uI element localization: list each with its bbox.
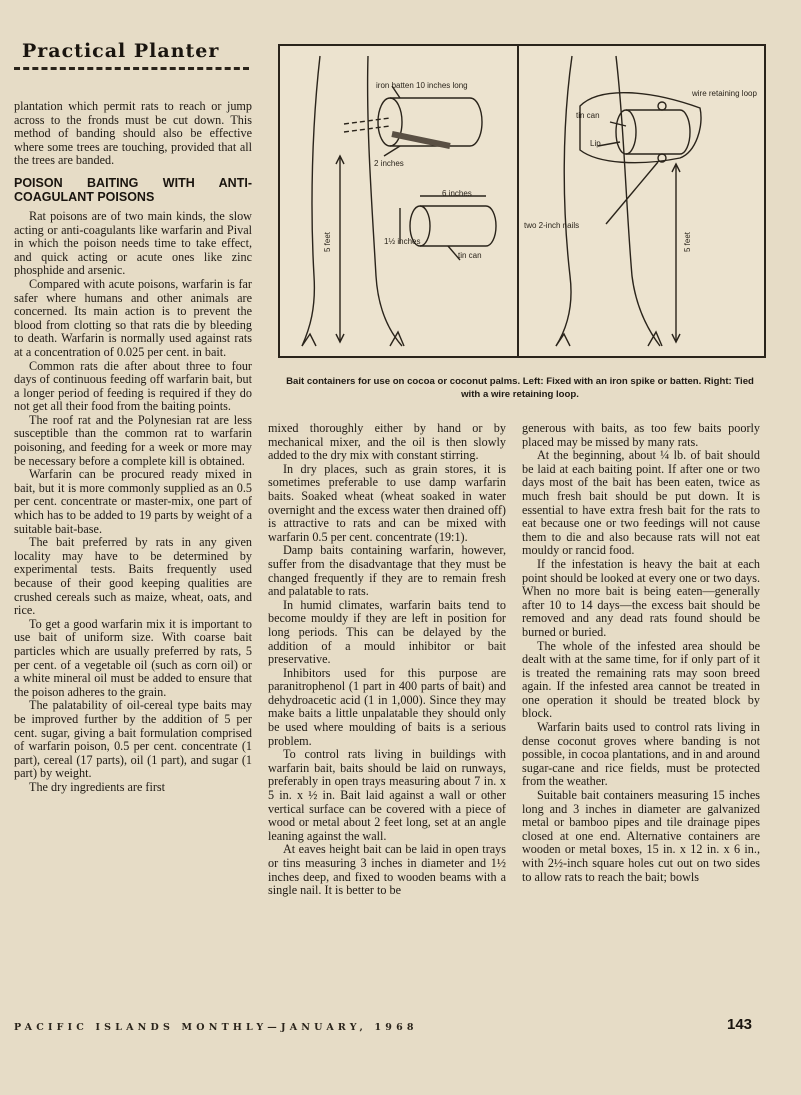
paragraph: Warfarin baits used to control rats living in dense coconut groves where banding is not possible, in cocoa plantations, and in and around sugar-cane and rice fields, must be protected from the weather. (522, 720, 760, 789)
left-trunk-outline (302, 56, 320, 346)
paragraph: The bait preferred by rats in any given locality may have to be determined by experimental tests. Baits frequently used because of their good keeping qualities are crushed cereals such as maize, wheat, oats, and rice. (14, 535, 252, 618)
paragraph: To control rats living in buildings with warfarin bait, baits should be laid on runways, preferably in open trays measuring about 7 in. x 5 in. x ½ in. Bait laid against a wall or other vertical surface can be covered with a piece of wood or metal about 2 feet long, set at an angle leaning against the wall. (268, 747, 506, 843)
paragraph: Suitable bait containers measuring 15 inches long and 3 inches in diameter are galvanized metal or bamboo pipes and tile drainage pipes closed at one end. Alternative containers are wooden or metal boxes, 15 in. x 12 in. x 6 in., with 2½-inch square holes cut out on two sides to allow rats to reach the bait; bowls (522, 788, 760, 884)
figure-illustration (280, 46, 764, 356)
paragraph: generous with baits, as too few baits poorly placed may be missed by many rats. (522, 421, 760, 449)
figure-caption: Bait containers for use on cocoa or coconut palms. Left: Fixed with an iron spike or batten. Right: Tied with a wire retaining loop. (286, 376, 754, 400)
label-five-feet-left: 5 feet (323, 231, 332, 252)
paragraph: The roof rat and the Polynesian rat are less susceptible than the common rat to warfarin poisoning, and feeding for a week or more may be necessary before a complete kill is obtained. (14, 412, 252, 468)
wire-retaining-loop (580, 93, 701, 163)
title-rule (14, 67, 249, 70)
paragraph: In dry places, such as grain stores, it is sometimes preferable to use damp warfarin baits. Soaked wheat (wheat soaked in water overnight and the excess water then drained off) is attractive to rats and can be mixed with warfarin 0.5 per cent. concentrate (19:1). (268, 461, 506, 544)
column-3 (522, 422, 760, 884)
paragraph: In humid climates, warfarin baits tend to become mouldy if they are left in position for long periods. This can be delayed by the addition of a mould inhibitor or bait preservative. (268, 597, 506, 667)
paragraph: Rat poisons are of two main kinds, the slow acting or anti-coagulants like warfarin and Pival in which the poison needs time to take effect, and quick acting or acute ones like zinc phosphide and arsenic. (14, 208, 252, 278)
paragraph: plantation which permit rats to reach or jump across to the fronds must be cut down. This method of banding should also be effective where some trees are touching, provided that all the trees are banded. (14, 99, 252, 168)
label-tin-can-right: tin can (576, 111, 600, 120)
publication-footer: PACIFIC ISLANDS MONTHLY—JANUARY, 1968 (14, 1022, 418, 1033)
label-nails: two 2-inch nails (524, 221, 580, 230)
bait-container-figure (278, 44, 766, 358)
paragraph: The palatability of oil-cereal type baits may be improved further by the addition of 5 per cent. sugar, giving a bait formulation comprised of warfarin poison, 0.5 per cent. concentrate (1 part), cereal (17 parts), oil (1 part), and sugar (1 part) by weight. (14, 698, 252, 781)
label-lip: Lip (590, 139, 601, 148)
label-tin-can-left: tin can (458, 251, 482, 260)
label-iron-batten: iron batten 10 inches long (376, 81, 468, 90)
page-number: 143 (727, 1016, 753, 1033)
section-heading: POISON BAITING WITH ANTI-COAGULANT POISONS (14, 175, 252, 204)
paragraph: Inhibitors used for this purpose are paranitrophenol (1 part in 400 parts of bait) and dehydroacetic acid (1 in 1,000). Since they may make baits a little unpalatable they should only be used where moulding of baits is a serious problem. (268, 665, 506, 748)
paragraph: If the infestation is heavy the bait at each point should be looked at every one or two days. When no more bait is being eaten—generally after 10 to 14 days—the excess bait should be removed and any dead rats found should be burned or buried. (522, 556, 760, 639)
label-one-half-inches: 1½ inches (384, 237, 421, 246)
paragraph: At eaves height bait can be laid in open trays or tins measuring 3 inches in diameter and 1½ inches deep, and fixed to wooden beams with a single nail. It is better to be (268, 842, 506, 898)
paragraph: Common rats die after about three to four days of continuous feeding off warfarin bait, but a longer period of feeding is required if they do not get all their food from the baiting points. (14, 358, 252, 414)
paragraph: The dry ingredients are first (29, 779, 166, 794)
label-six-inches: 6 inches (442, 189, 472, 198)
label-wire-loop: wire retaining loop (692, 89, 757, 98)
paragraph: mixed thoroughly either by hand or by mechanical mixer, and the oil is then slowly added to the dry mix with constant stirring. (268, 421, 506, 463)
paragraph: Compared with acute poisons, warfarin is far safer where humans and other animals are concerned. Its main action is to prevent the blood from clotting so that rats die by bleeding to death. Warfarin is normally used against rats at a concentration of 0.025 per cent. in bait. (14, 276, 252, 359)
column-1 (14, 100, 252, 795)
paragraph: At the beginning, about ¼ lb. of bait should be laid at each baiting point. If after one or two days most of the bait has been eaten, twice as much fresh bait should be put down. It is essential to have extra fresh bait for the rats to eat because one or two feedings will not cause them to die and also because rats will not eat mouldy or rancid food. (522, 448, 760, 558)
right-trunk-outline (556, 56, 572, 346)
paragraph: The whole of the infested area should be dealt with at the same time, for if only part of it is treated the remaining rats may soon breed again. If the infested area cannot be treated in one operation it should be treated block by block. (522, 638, 760, 721)
column-2 (268, 422, 506, 898)
paragraph: Damp baits containing warfarin, however, suffer from the disadvantage that they must be changed frequently if they are to remain fresh and palatable to rats. (268, 543, 506, 599)
iron-batten (344, 118, 390, 124)
section-title: Practical Planter (22, 40, 220, 62)
paragraph: To get a good warfarin mix it is important to use bait of uniform size. With coarse bait particles which are usually preferred by rats, 5 per cent. of a vegetable oil (such as corn oil) or a white mineral oil must be added to ensure that the poison adheres to the grain. (14, 616, 252, 699)
paragraph: Warfarin can be procured ready mixed in bait, but it is more commonly supplied as an 0.5 per cent. concentrate or master-mix, one part of which has to be added to 19 parts by weight of a suitable bait-base. (14, 467, 252, 536)
detail-tin-can (420, 206, 496, 246)
right-trunk-outline (616, 56, 660, 346)
label-five-feet-right: 5 feet (683, 231, 692, 252)
label-two-inches: 2 inches (374, 159, 404, 168)
